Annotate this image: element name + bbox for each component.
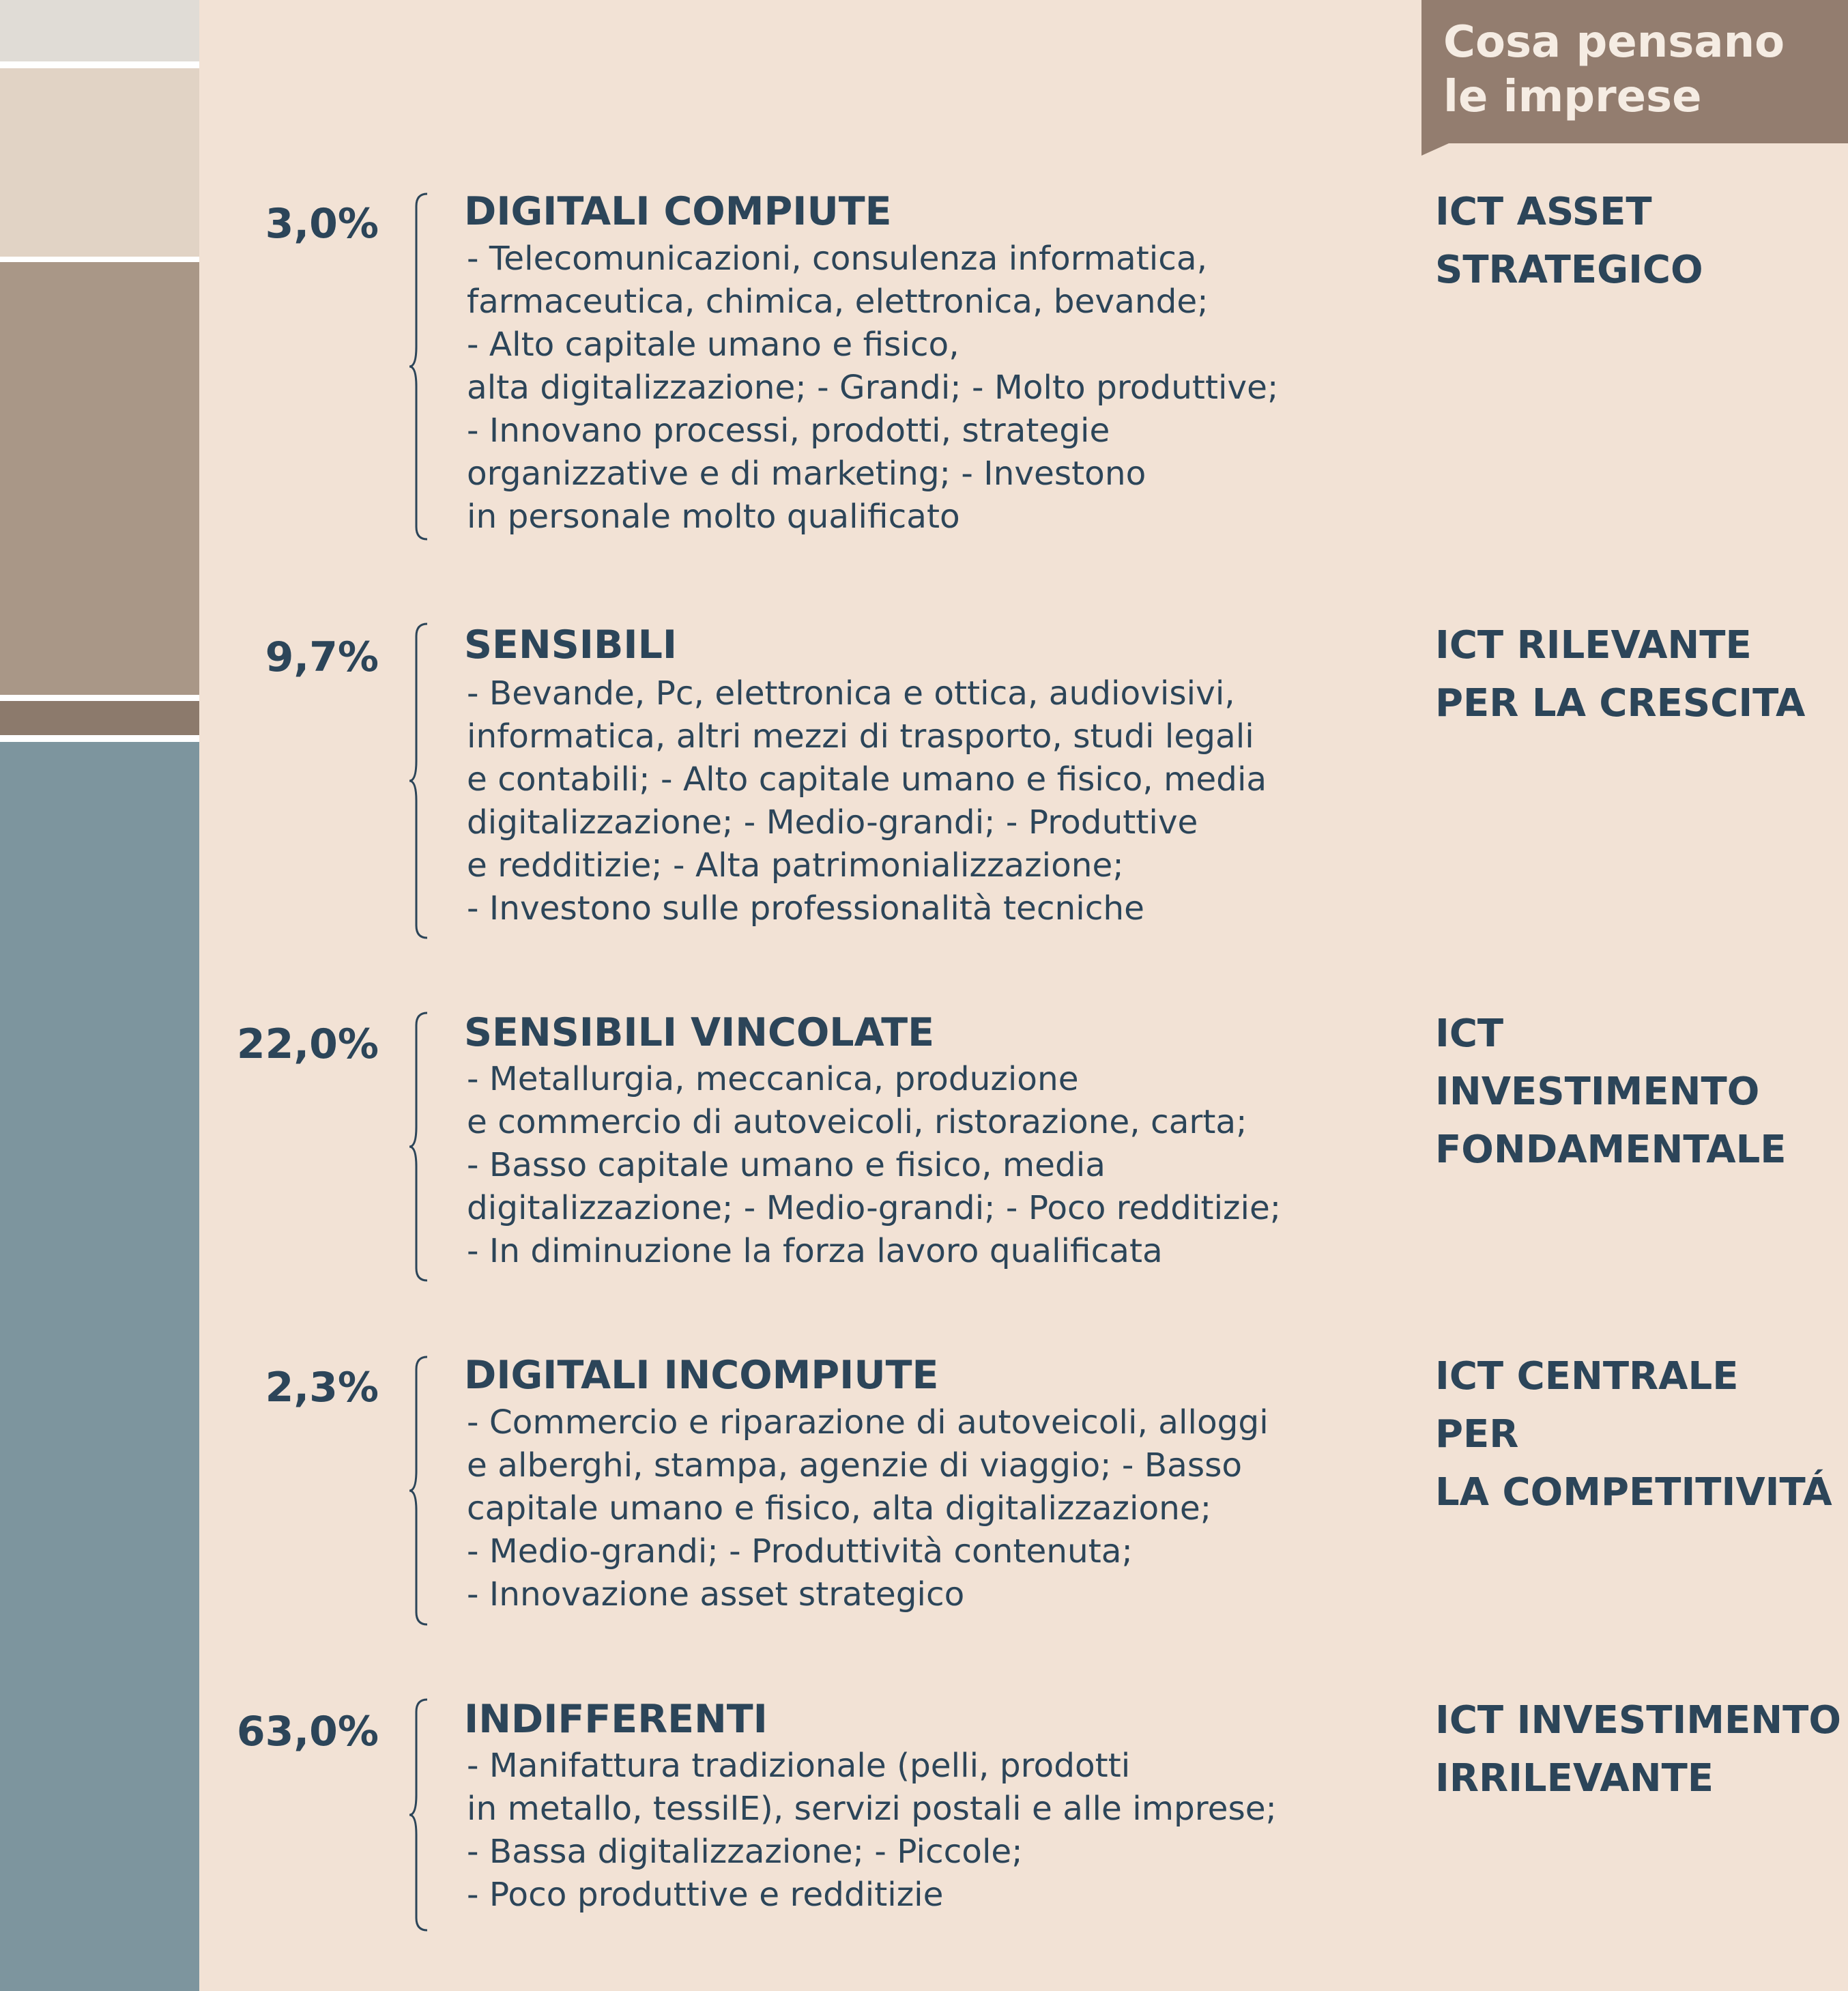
bar-segment-digitali-incompiute bbox=[0, 701, 199, 735]
bar-segment-indifferenti bbox=[0, 742, 199, 1991]
desc-line: e commercio di autoveicoli, ristorazione, carta; bbox=[467, 1103, 1247, 1141]
brace-icon bbox=[408, 191, 431, 542]
desc-line: organizzative e di marketing; - Investono bbox=[467, 455, 1146, 493]
group-description bbox=[467, 1745, 1277, 1917]
desc-line: in personale molto qualificato bbox=[467, 498, 960, 536]
desc-line: - Metallurgia, meccanica, produzione bbox=[467, 1060, 1079, 1098]
verdict-line: PER LA CRESCITA bbox=[1435, 681, 1806, 726]
verdict-line: INVESTIMENTO bbox=[1435, 1070, 1760, 1114]
desc-line: capitale umano e fisico, alta digitalizzazione; bbox=[467, 1489, 1212, 1528]
header-title bbox=[1443, 15, 1839, 124]
verdict-line: ICT RILEVANTE bbox=[1435, 623, 1752, 668]
desc-line: digitalizzazione; - Medio-grandi; - Produttive bbox=[467, 803, 1198, 842]
verdict-line: IRRILEVANTE bbox=[1435, 1756, 1714, 1801]
header-line: Cosa pensano bbox=[1443, 17, 1785, 68]
desc-line: - Alto capitale umano e fisico, bbox=[467, 326, 959, 364]
group-percentage: 2,3% bbox=[265, 1364, 379, 1412]
desc-line: farmaceutica, chimica, elettronica, bevande; bbox=[467, 283, 1209, 321]
desc-line: - Medio-grandi; - Produttività contenuta; bbox=[467, 1532, 1133, 1571]
verdict-line: ICT ASSET bbox=[1435, 190, 1652, 234]
bar-segment-sensibili bbox=[0, 68, 199, 257]
group-verdict bbox=[1435, 1005, 1787, 1179]
group-title: INDIFFERENTI bbox=[464, 1697, 768, 1742]
desc-line: alta digitalizzazione; - Grandi; - Molto produttive; bbox=[467, 369, 1279, 407]
group-description bbox=[467, 238, 1278, 539]
verdict-line: PER bbox=[1435, 1412, 1519, 1457]
group-percentage: 9,7% bbox=[265, 633, 379, 681]
group-percentage: 63,0% bbox=[236, 1708, 379, 1756]
desc-line: - Manifattura tradizionale (pelli, prodotti bbox=[467, 1747, 1131, 1785]
desc-line: - In diminuzione la forza lavoro qualificata bbox=[467, 1232, 1163, 1270]
group-description bbox=[467, 1058, 1281, 1273]
brace-icon bbox=[408, 1697, 431, 1933]
desc-line: - Telecomunicazioni, consulenza informatica, bbox=[467, 240, 1208, 278]
desc-line: - Basso capitale umano e fisico, media bbox=[467, 1146, 1106, 1184]
verdict-line: STRATEGICO bbox=[1435, 248, 1703, 292]
header-line: le imprese bbox=[1443, 72, 1702, 122]
group-percentage: 3,0% bbox=[265, 200, 379, 248]
brace-icon bbox=[408, 1010, 431, 1283]
verdict-line: ICT bbox=[1435, 1012, 1504, 1056]
group-title: SENSIBILI VINCOLATE bbox=[464, 1010, 935, 1055]
verdict-line: ICT CENTRALE bbox=[1435, 1354, 1739, 1399]
verdict-line: FONDAMENTALE bbox=[1435, 1128, 1787, 1172]
group-description bbox=[467, 672, 1267, 930]
brace-icon bbox=[408, 1354, 431, 1627]
group-verdict bbox=[1435, 1347, 1832, 1521]
group-verdict bbox=[1435, 616, 1805, 732]
desc-line: e contabili; - Alto capitale umano e fisico, media bbox=[467, 760, 1267, 799]
verdict-line: ICT INVESTIMENTO bbox=[1435, 1698, 1841, 1743]
brace-icon bbox=[408, 621, 431, 941]
desc-line: e redditizie; - Alta patrimonializzazione; bbox=[467, 846, 1124, 885]
group-verdict bbox=[1435, 183, 1703, 299]
desc-line: - Bevande, Pc, elettronica e ottica, audiovisivi, bbox=[467, 674, 1235, 713]
desc-line: - Poco produttive e redditizie bbox=[467, 1876, 944, 1914]
desc-line: e alberghi, stampa, agenzie di viaggio; - Basso bbox=[467, 1446, 1243, 1485]
verdict-line: LA COMPETITIVITÁ bbox=[1435, 1470, 1832, 1515]
group-title: DIGITALI COMPIUTE bbox=[464, 189, 892, 234]
desc-line: - Innovano processi, prodotti, strategie bbox=[467, 412, 1110, 450]
desc-line: in metallo, tessilE), servizi postali e alle imprese; bbox=[467, 1790, 1277, 1828]
desc-line: - Commercio e riparazione di autoveicoli, alloggi bbox=[467, 1403, 1269, 1442]
group-title: SENSIBILI bbox=[464, 622, 678, 668]
group-title: DIGITALI INCOMPIUTE bbox=[464, 1353, 939, 1398]
bar-segment-digitali-compiute bbox=[0, 0, 199, 61]
group-percentage: 22,0% bbox=[236, 1020, 379, 1068]
group-verdict bbox=[1435, 1691, 1841, 1807]
group-description bbox=[467, 1401, 1269, 1616]
desc-line: informatica, altri mezzi di trasporto, studi legali bbox=[467, 717, 1254, 756]
bar-segment-sensibili-vincolate bbox=[0, 262, 199, 695]
share-bar bbox=[0, 0, 199, 1991]
desc-line: digitalizzazione; - Medio-grandi; - Poco redditizie; bbox=[467, 1189, 1282, 1227]
desc-line: - Investono sulle professionalità tecniche bbox=[467, 889, 1144, 928]
desc-line: - Innovazione asset strategico bbox=[467, 1575, 965, 1614]
desc-line: - Bassa digitalizzazione; - Piccole; bbox=[467, 1833, 1023, 1871]
